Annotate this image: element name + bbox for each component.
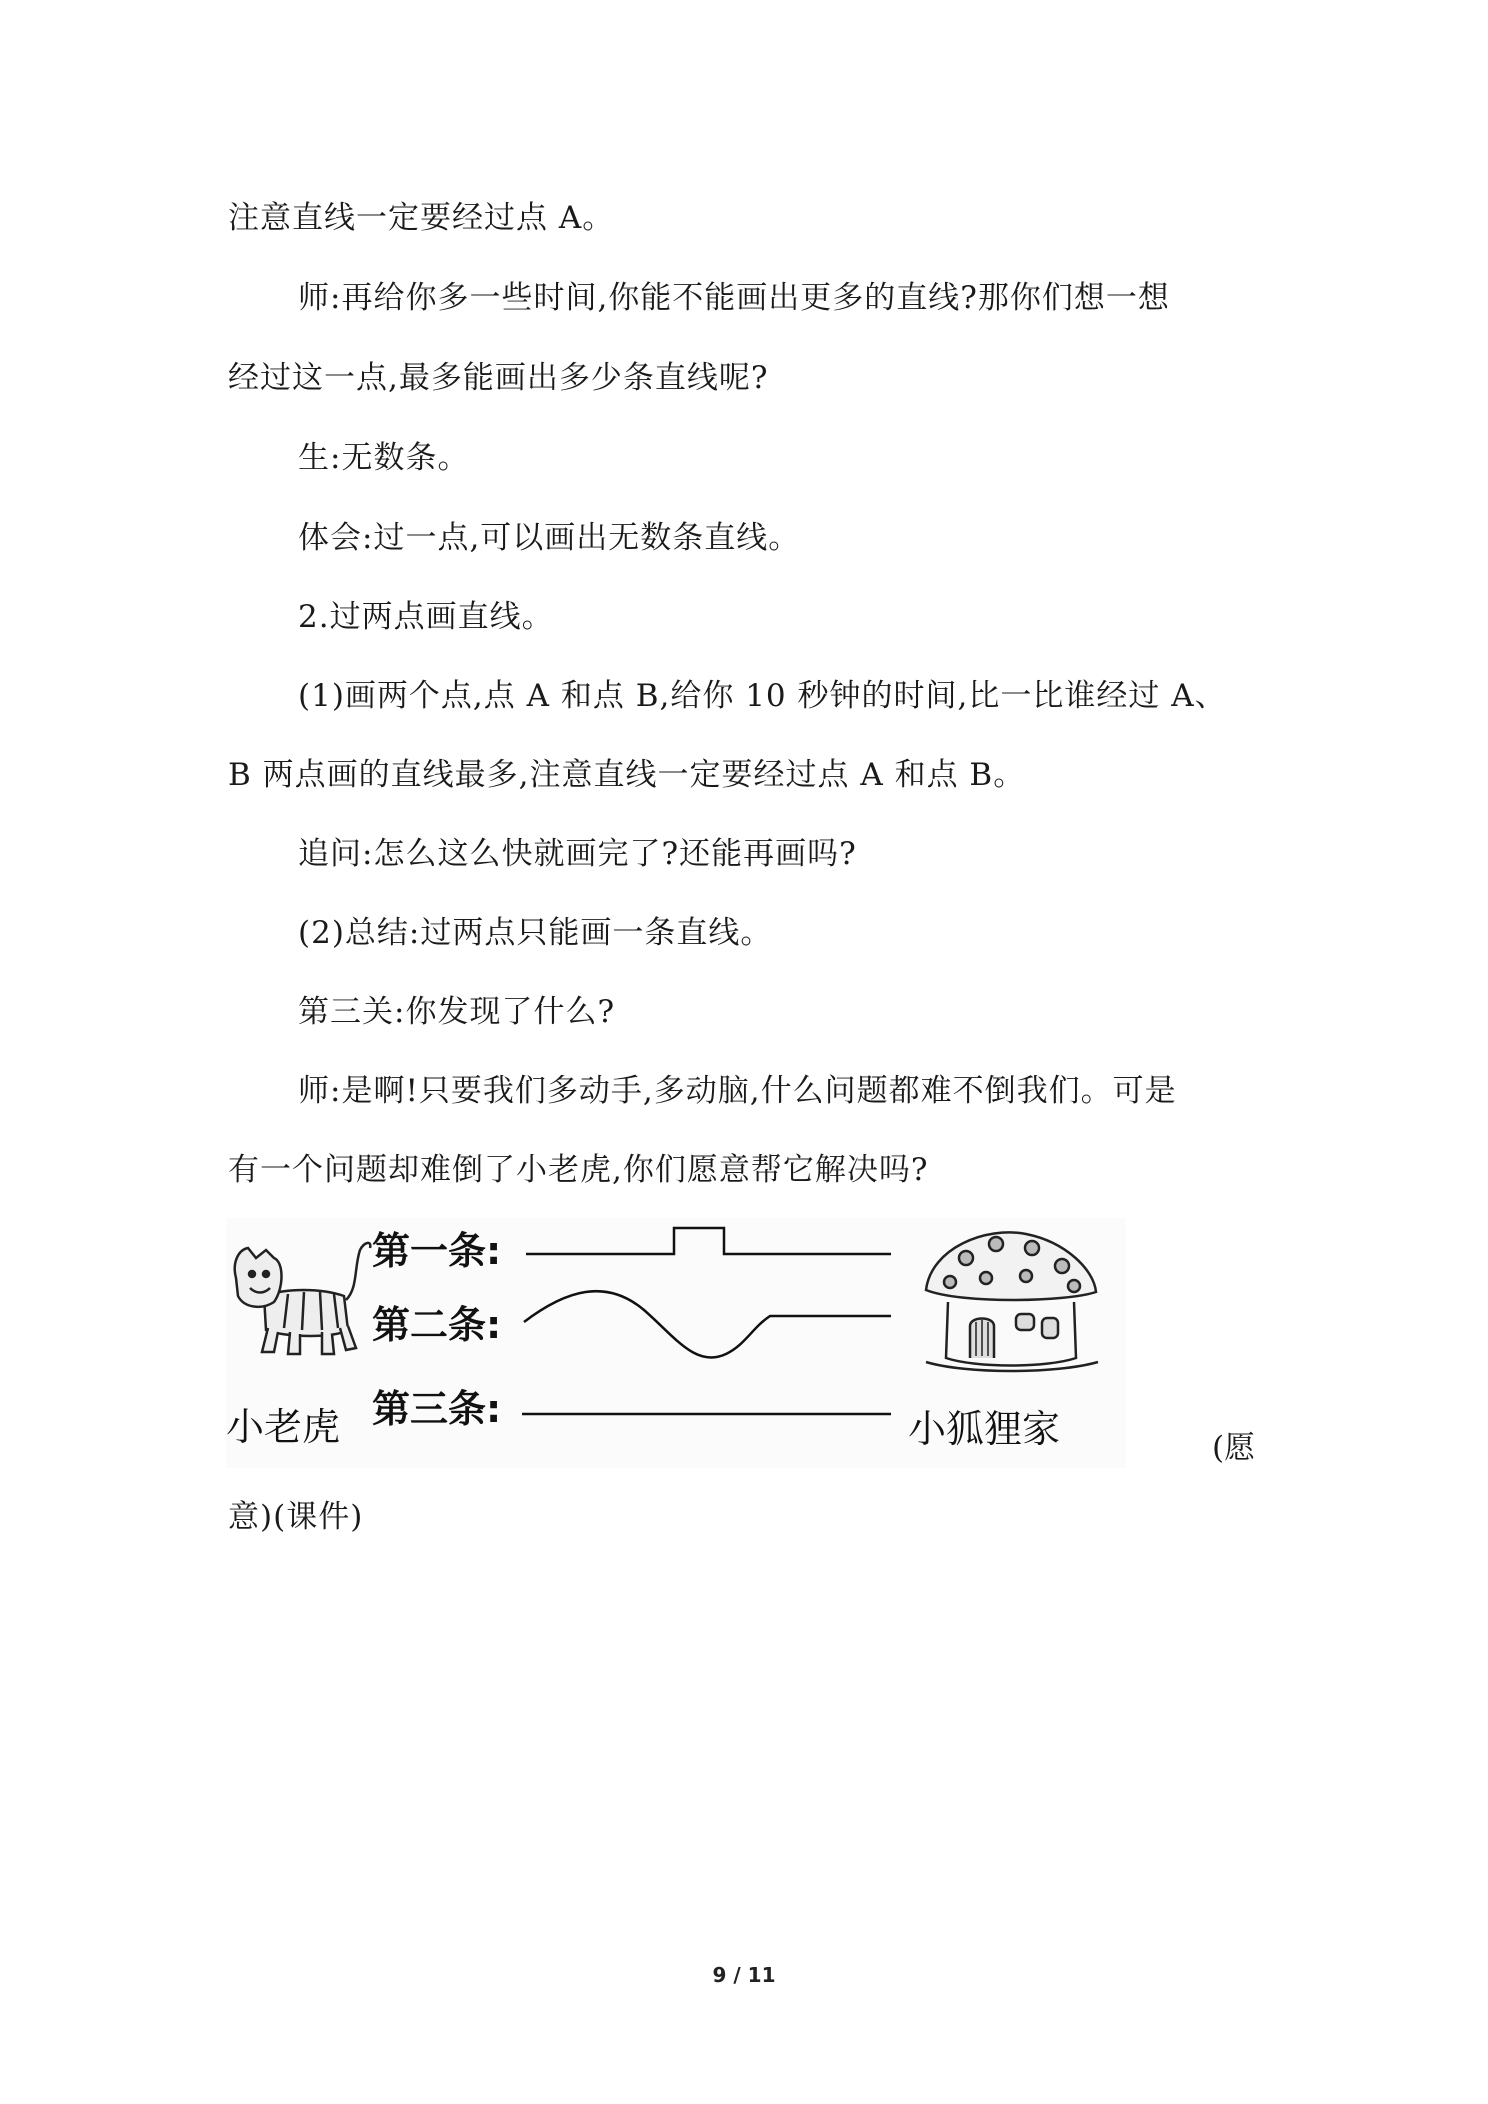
paragraph-6: (1)画两个点,点 A 和点 B,给你 10 秒钟的时间,比一比谁经过 A、 [298, 678, 1227, 714]
start-label: 小老虎 [226, 1405, 341, 1449]
route-1-label: 第一条: [372, 1229, 502, 1273]
paragraph-1: 注意直线一定要经过点 A。 [228, 200, 615, 236]
paragraph-11-start: (愿 [1212, 1430, 1256, 1466]
paragraph-5: 2.过两点画直线。 [298, 599, 554, 635]
route-illustration [226, 1218, 1126, 1468]
paragraph-4: 体会:过一点,可以画出无数条直线。 [298, 520, 801, 556]
paragraph-6-cont: B 两点画的直线最多,注意直线一定要经过点 A 和点 B。 [228, 757, 1026, 793]
paragraph-2-cont: 经过这一点,最多能画出多少条直线呢? [228, 360, 769, 396]
paragraph-7: 追问:怎么这么快就画完了?还能再画吗? [298, 836, 857, 872]
paragraph-11-cont: 意)(课件) [228, 1499, 364, 1535]
paragraph-3: 生:无数条。 [298, 440, 470, 476]
paragraph-10-cont: 有一个问题却难倒了小老虎,你们愿意帮它解决吗? [228, 1152, 929, 1188]
paragraph-9: 第三关:你发现了什么? [298, 994, 616, 1030]
route-2-label: 第二条: [372, 1303, 502, 1347]
page-number: 9 / 11 [712, 1963, 776, 1987]
end-label: 小狐狸家 [908, 1407, 1061, 1451]
paragraph-10: 师:是啊!只要我们多动手,多动脑,什么问题都难不倒我们。可是 [298, 1073, 1177, 1109]
paragraph-2: 师:再给你多一些时间,你能不能画出更多的直线?那你们想一想 [298, 280, 1170, 316]
paragraph-8: (2)总结:过两点只能画一条直线。 [298, 915, 773, 951]
route-3-label: 第三条: [372, 1387, 502, 1431]
